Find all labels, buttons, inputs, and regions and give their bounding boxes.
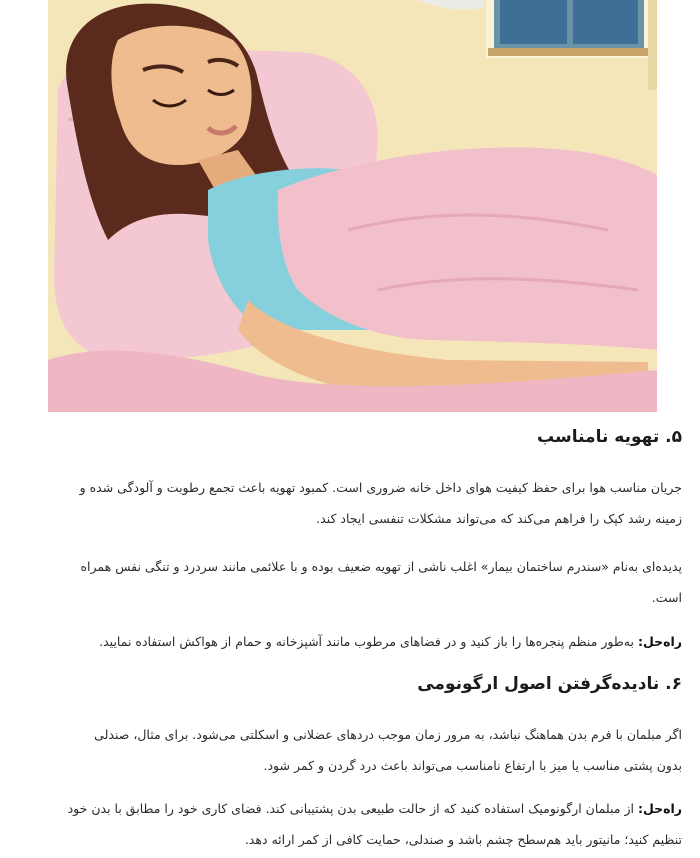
solution-text: تنظیم کنید؛ مانیتور باید هم‌سطح چشم باشد و صندلی، حمایت کافی از کمر ارائه دهد. bbox=[244, 832, 682, 847]
paragraph-line: زمینه رشد کپک را فراهم می‌کند که می‌تواند مشکلات تنفسی ایجاد کند. bbox=[316, 511, 682, 526]
section-heading-ergonomics: ۶. نادیده‌گرفتن اصول ارگونومی bbox=[417, 674, 682, 694]
solution-label: راه‌حل: bbox=[637, 634, 682, 649]
paragraph-ventilation-intro bbox=[12, 472, 682, 534]
paragraph-sick-building bbox=[12, 551, 682, 613]
face bbox=[111, 26, 251, 165]
paragraph-line: جریان مناسب هوا برای حفظ کیفیت هوای داخل خانه ضروری است. کمبود تهویه باعث تجمع رطوبت و آلودگی شده و bbox=[79, 480, 682, 495]
paragraph-line: اگر مبلمان با فرم بدن هماهنگ نباشد، به مرور زمان موجب دردهای عضلانی و اسکلتی می‌شود. برای مثال، صندلی bbox=[94, 727, 682, 742]
sleeping-woman-illustration bbox=[48, 0, 657, 412]
solution-ergonomics bbox=[12, 793, 682, 855]
solution-ventilation bbox=[12, 626, 682, 657]
solution-label: راه‌حل: bbox=[637, 801, 682, 816]
section-heading-ventilation: ۵. تهویه نامناسب bbox=[537, 427, 682, 447]
paragraph-line: پدیده‌ای به‌نام «سندرم ساختمان بیمار» اغلب ناشی از تهویه ضعیف بوده و با علائمی مانند سردرد و تنگی نفس همراه bbox=[80, 559, 682, 574]
paragraph-line: است. bbox=[651, 590, 682, 605]
paragraph-ergonomics-intro bbox=[12, 719, 682, 781]
paragraph-line: بدون پشتی مناسب یا میز با ارتفاع نامناسب می‌تواند باعث درد گردن و کمر شود. bbox=[263, 758, 682, 773]
solution-text: به‌طور منظم پنجره‌ها را باز کنید و در فضاهای مرطوب مانند آشپزخانه و حمام از هواکش استفاده نمایید. bbox=[99, 634, 638, 649]
solution-text: از مبلمان ارگونومیک استفاده کنید که از حالت طبیعی بدن پشتیبانی کند. فضای کاری خود را مطابق با بدن خود bbox=[67, 801, 638, 816]
